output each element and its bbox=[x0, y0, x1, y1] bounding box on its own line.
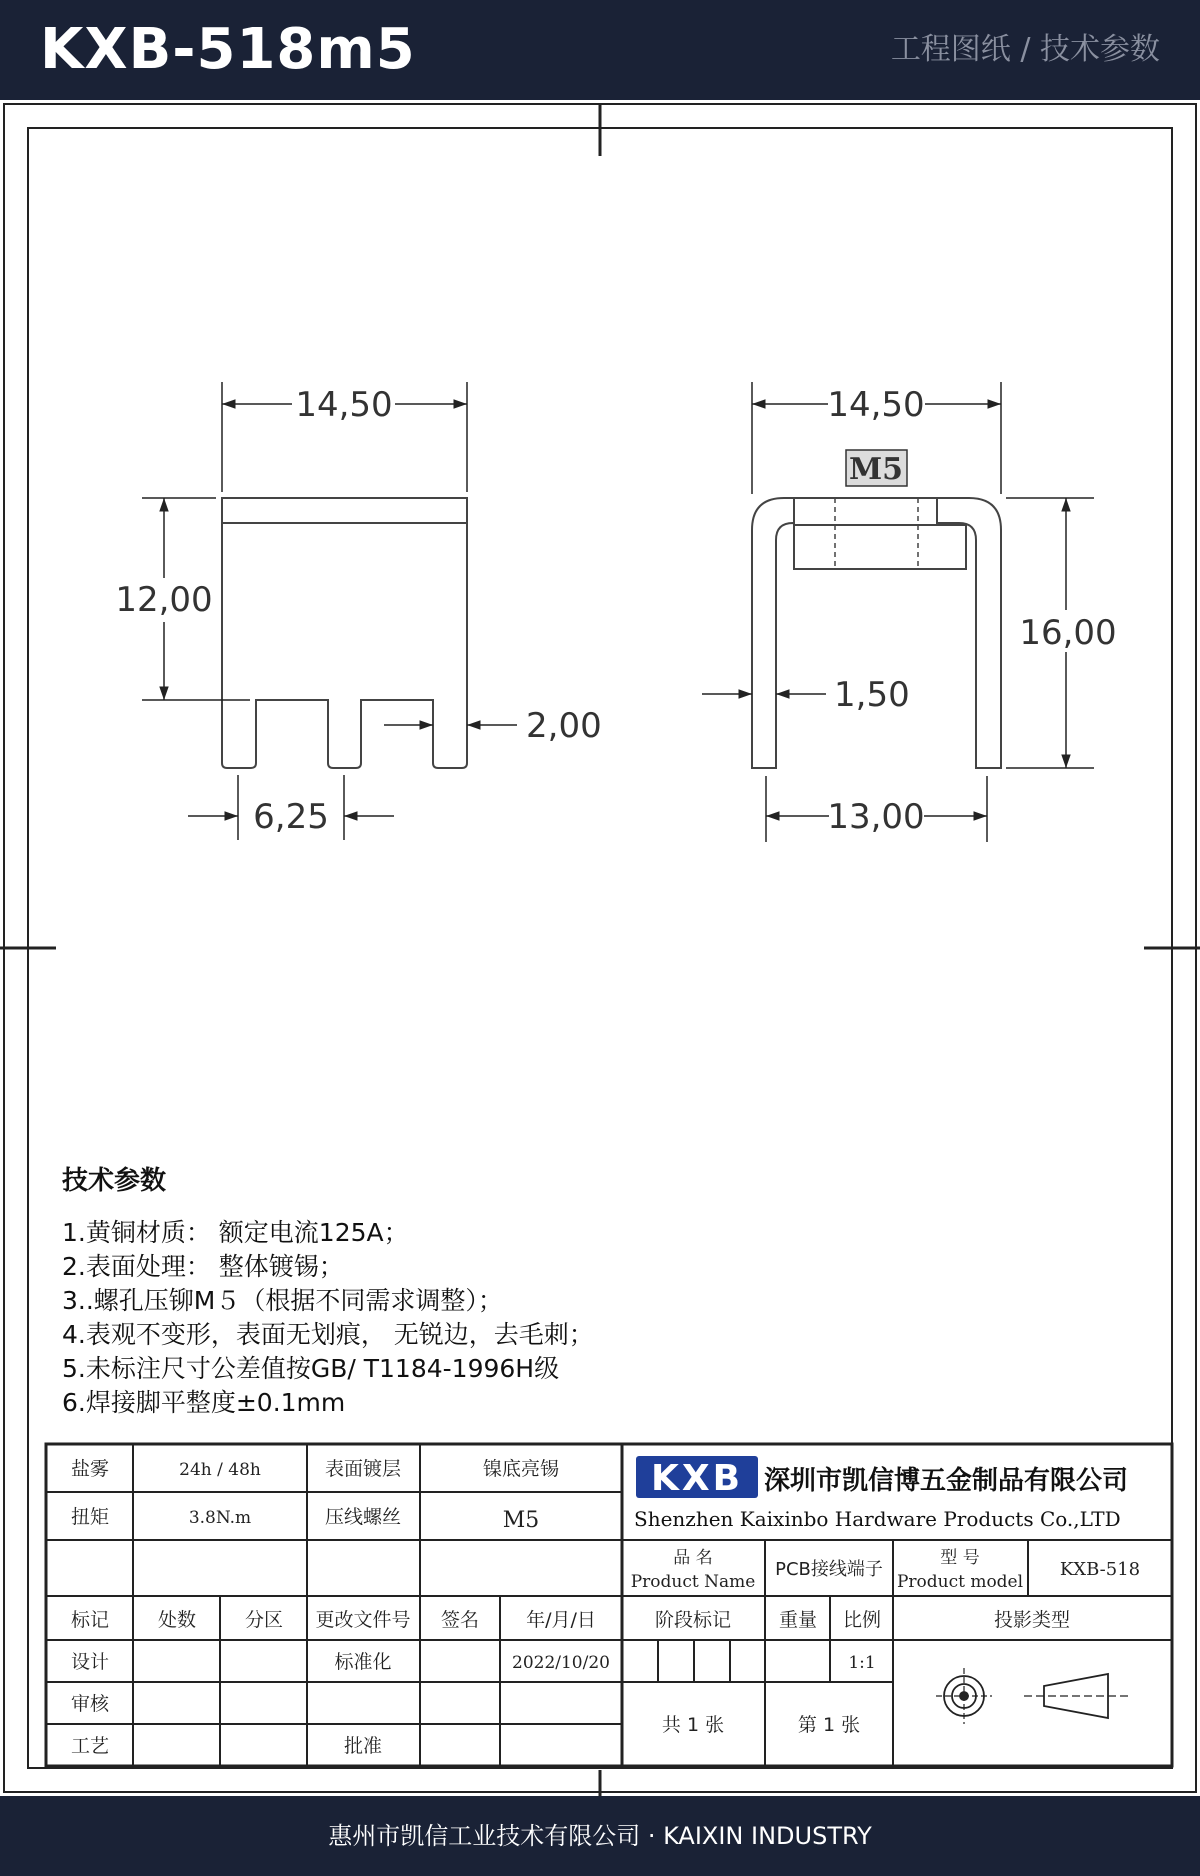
front-view bbox=[222, 498, 467, 768]
engineering-drawing bbox=[0, 100, 1200, 1796]
dim-front-pin-pitch-label: 6,25 bbox=[253, 797, 329, 837]
col-count: 处数 bbox=[157, 1609, 197, 1631]
row-standard: 标准化 bbox=[334, 1651, 392, 1673]
salt-spray-value: 24h / 48h bbox=[179, 1460, 261, 1480]
dim-side-base-width-label: 13,00 bbox=[827, 797, 925, 837]
torque-value: 3.8N.m bbox=[188, 1508, 252, 1528]
note-item: 5.未标注尺寸公差值按GB/ T1184-1996H级 bbox=[62, 1354, 560, 1383]
col-projection: 投影类型 bbox=[993, 1609, 1071, 1631]
scale-value: 1:1 bbox=[848, 1653, 876, 1673]
product-model-cn: 型 号 bbox=[940, 1548, 980, 1568]
product-model-en: Product model bbox=[896, 1572, 1024, 1592]
company-name-en: Shenzhen Kaixinbo Hardware Products Co.,LTD bbox=[634, 1507, 1121, 1531]
screw-type-label: 压线螺丝 bbox=[324, 1506, 402, 1528]
front-view-outline bbox=[222, 498, 467, 768]
plating-value: 镍底亮锡 bbox=[482, 1458, 560, 1480]
product-name-en: Product Name bbox=[630, 1572, 756, 1592]
product-name-value: PCB接线端子 bbox=[775, 1559, 883, 1580]
side-view bbox=[752, 498, 1001, 768]
header-subtitle: 工程图纸 / 技术参数 bbox=[890, 32, 1160, 67]
col-scale: 比例 bbox=[842, 1609, 882, 1631]
plating-label: 表面镀层 bbox=[324, 1458, 402, 1480]
date-value: 2022/10/20 bbox=[512, 1653, 610, 1673]
notes-title: 技术参数 bbox=[62, 1166, 167, 1196]
side-view-outline bbox=[752, 498, 1001, 768]
screw-type-value: M5 bbox=[502, 1508, 540, 1533]
screw-label: M5 bbox=[848, 452, 904, 487]
product-model-value: KXB-518 bbox=[1059, 1559, 1141, 1580]
col-date: 年/月/日 bbox=[526, 1609, 596, 1631]
note-item: 1.黄铜材质： 额定电流125A； bbox=[62, 1218, 409, 1247]
dim-side-height-label: 16,00 bbox=[1019, 613, 1117, 653]
dim-front-width-label: 14,50 bbox=[295, 385, 393, 425]
company-name-cn: 深圳市凯信博五金制品有限公司 bbox=[764, 1466, 1129, 1496]
footer-text: 惠州市凯信工业技术有限公司 · KAIXIN INDUSTRY bbox=[328, 1822, 872, 1850]
row-design: 设计 bbox=[70, 1651, 110, 1673]
product-name-cn: 品 名 bbox=[673, 1548, 713, 1568]
col-doc: 更改文件号 bbox=[315, 1609, 411, 1631]
technical-notes bbox=[62, 1164, 1062, 1420]
drawing-sheet bbox=[0, 100, 1200, 1796]
torque-label: 扭矩 bbox=[70, 1506, 110, 1528]
dim-side-thickness-label: 1,50 bbox=[834, 675, 910, 715]
sheet-number: 第 1 张 bbox=[797, 1714, 861, 1736]
row-approve: 批准 bbox=[343, 1735, 383, 1757]
col-weight: 重量 bbox=[778, 1609, 818, 1631]
col-sign: 签名 bbox=[440, 1609, 480, 1631]
col-mark: 标记 bbox=[70, 1609, 110, 1631]
company-logo: KXB bbox=[650, 1458, 744, 1499]
salt-spray-label: 盐雾 bbox=[70, 1458, 110, 1480]
screw-insert bbox=[794, 525, 966, 569]
footer-bar bbox=[0, 1796, 1200, 1876]
frame-outer bbox=[4, 104, 1196, 1792]
row-review: 审核 bbox=[70, 1693, 110, 1715]
note-item: 3..螺孔压铆M５（根据不同需求调整）； bbox=[62, 1286, 503, 1315]
note-item: 2.表面处理： 整体镀锡； bbox=[62, 1252, 344, 1281]
note-item: 6.焊接脚平整度±0.1mm bbox=[62, 1388, 346, 1417]
note-item: 4.表观不变形，表面无划痕， 无锐边，去毛刺； bbox=[62, 1320, 594, 1349]
dim-front-height-label: 12,00 bbox=[115, 580, 213, 620]
col-zone: 分区 bbox=[244, 1609, 284, 1631]
dim-side-width-label: 14,50 bbox=[827, 385, 925, 425]
projection-symbol-icon bbox=[936, 1668, 1130, 1724]
col-stage: 阶段标记 bbox=[654, 1609, 732, 1631]
dim-front-pin-gap-label: 2,00 bbox=[526, 706, 602, 746]
total-sheets: 共 1 张 bbox=[661, 1714, 725, 1736]
header-bar bbox=[0, 0, 1200, 100]
row-process: 工艺 bbox=[70, 1735, 110, 1757]
model-title: KXB-518m5 bbox=[40, 17, 416, 82]
